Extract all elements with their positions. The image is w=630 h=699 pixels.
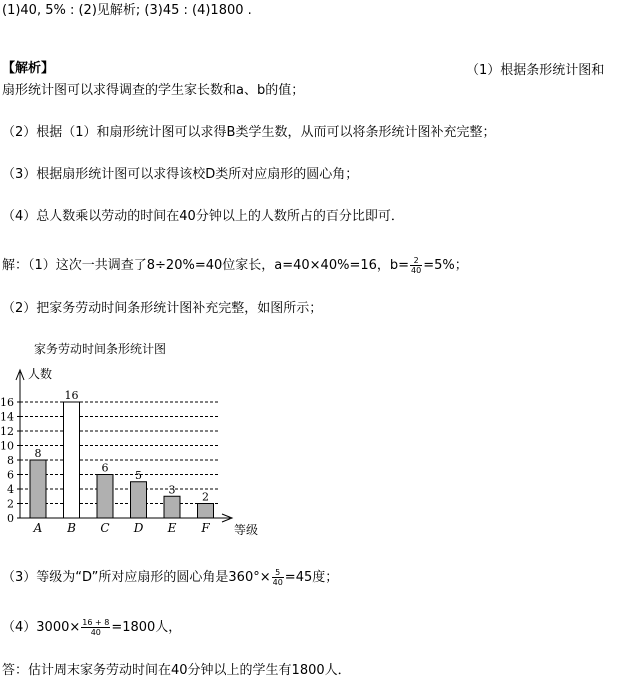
fraction-b-numerator: 2 [410,256,422,266]
bar-C [97,475,113,519]
solution-part4-text: （4）3000× [2,620,81,635]
y-tick-label: 16 [0,396,14,409]
analysis-p1-end: 扇形统计图可以求得调查的学生家长数和a、b的值； [2,83,305,98]
fraction-b-denominator: 40 [411,266,422,275]
x-tick-label: E [167,521,177,535]
bar-D [131,482,147,518]
chart-title: 家务劳动时间条形统计图 [34,342,167,356]
bar-value-label: 8 [34,447,42,460]
y-tick-label: 0 [7,512,14,525]
fraction-total-denominator: 40 [90,628,101,637]
solution-part1-result: =5%； [423,258,468,273]
x-tick-label: D [133,521,144,535]
x-axis-title: 等级 [234,523,259,537]
solution-part1 [2,256,468,275]
x-tick-label: F [201,521,210,535]
solution-part4 [2,618,181,637]
fraction-total [81,618,110,637]
solution-part1-text: 解：（1）这次一共调查了8÷20%=40位家长，a=40×40%=16，b= [2,258,410,273]
fraction-total-numerator: 16 + 8 [82,618,110,627]
bar-value-label: 3 [168,483,176,497]
bar-chart [0,358,270,540]
fraction-d-numerator: 5 [272,568,284,578]
analysis-label: 【解析】 [2,61,55,76]
solution-part3-result: =45度； [284,570,339,585]
analysis-p1-start: （1）根据条形统计图和 [466,63,605,78]
analysis-p2: （2）根据（1）和扇形统计图可以求得B类学生数，从而可以将条形统计图补充完整； [2,125,496,140]
y-tick-label: 14 [0,410,14,424]
solution-part2: （2）把家务劳动时间条形统计图补充完整，如图所示； [2,301,323,316]
fraction-d-denominator: 40 [272,578,283,587]
bar-value-label: 16 [64,389,79,402]
y-tick-label: 10 [0,439,14,453]
bar-value-label: 2 [202,490,209,504]
x-tick-label: A [33,521,43,535]
solution-part4-result: =1800人， [111,620,182,635]
y-axis-title: 人数 [28,367,53,381]
answer-summary: (1)40, 5% : (2)见解析; (3)45 : (4)1800 . [2,3,252,18]
y-tick-label: 2 [7,497,14,511]
x-tick-label: B [67,521,76,535]
fraction-b [410,256,422,275]
y-tick-label: 8 [7,454,14,467]
bar-E [164,496,180,518]
analysis-p3: （3）根据扇形统计图可以求得该校D类所对应扇形的圆心角； [2,167,359,182]
y-tick-label: 6 [7,468,14,482]
y-tick-label: 12 [0,425,14,438]
bar-A [30,460,46,518]
y-tick-label: 4 [7,483,14,496]
bar-value-label: 5 [135,468,142,482]
solution-part3-text: （3）等级为“D”所对应扇形的圆心角是360°× [2,570,271,585]
fraction-d [272,568,284,587]
bar-F [198,504,214,519]
bar-B [64,402,80,518]
final-answer: 答：估计周末家务劳动时间在40分钟以上的学生有1800人． [2,663,351,678]
solution-part3 [2,568,338,587]
x-tick-label: C [100,521,110,535]
bar-value-label: 6 [101,461,109,475]
analysis-p4: （4）总人数乘以劳动的时间在40分钟以上的人数所占的百分比即可． [2,209,404,224]
